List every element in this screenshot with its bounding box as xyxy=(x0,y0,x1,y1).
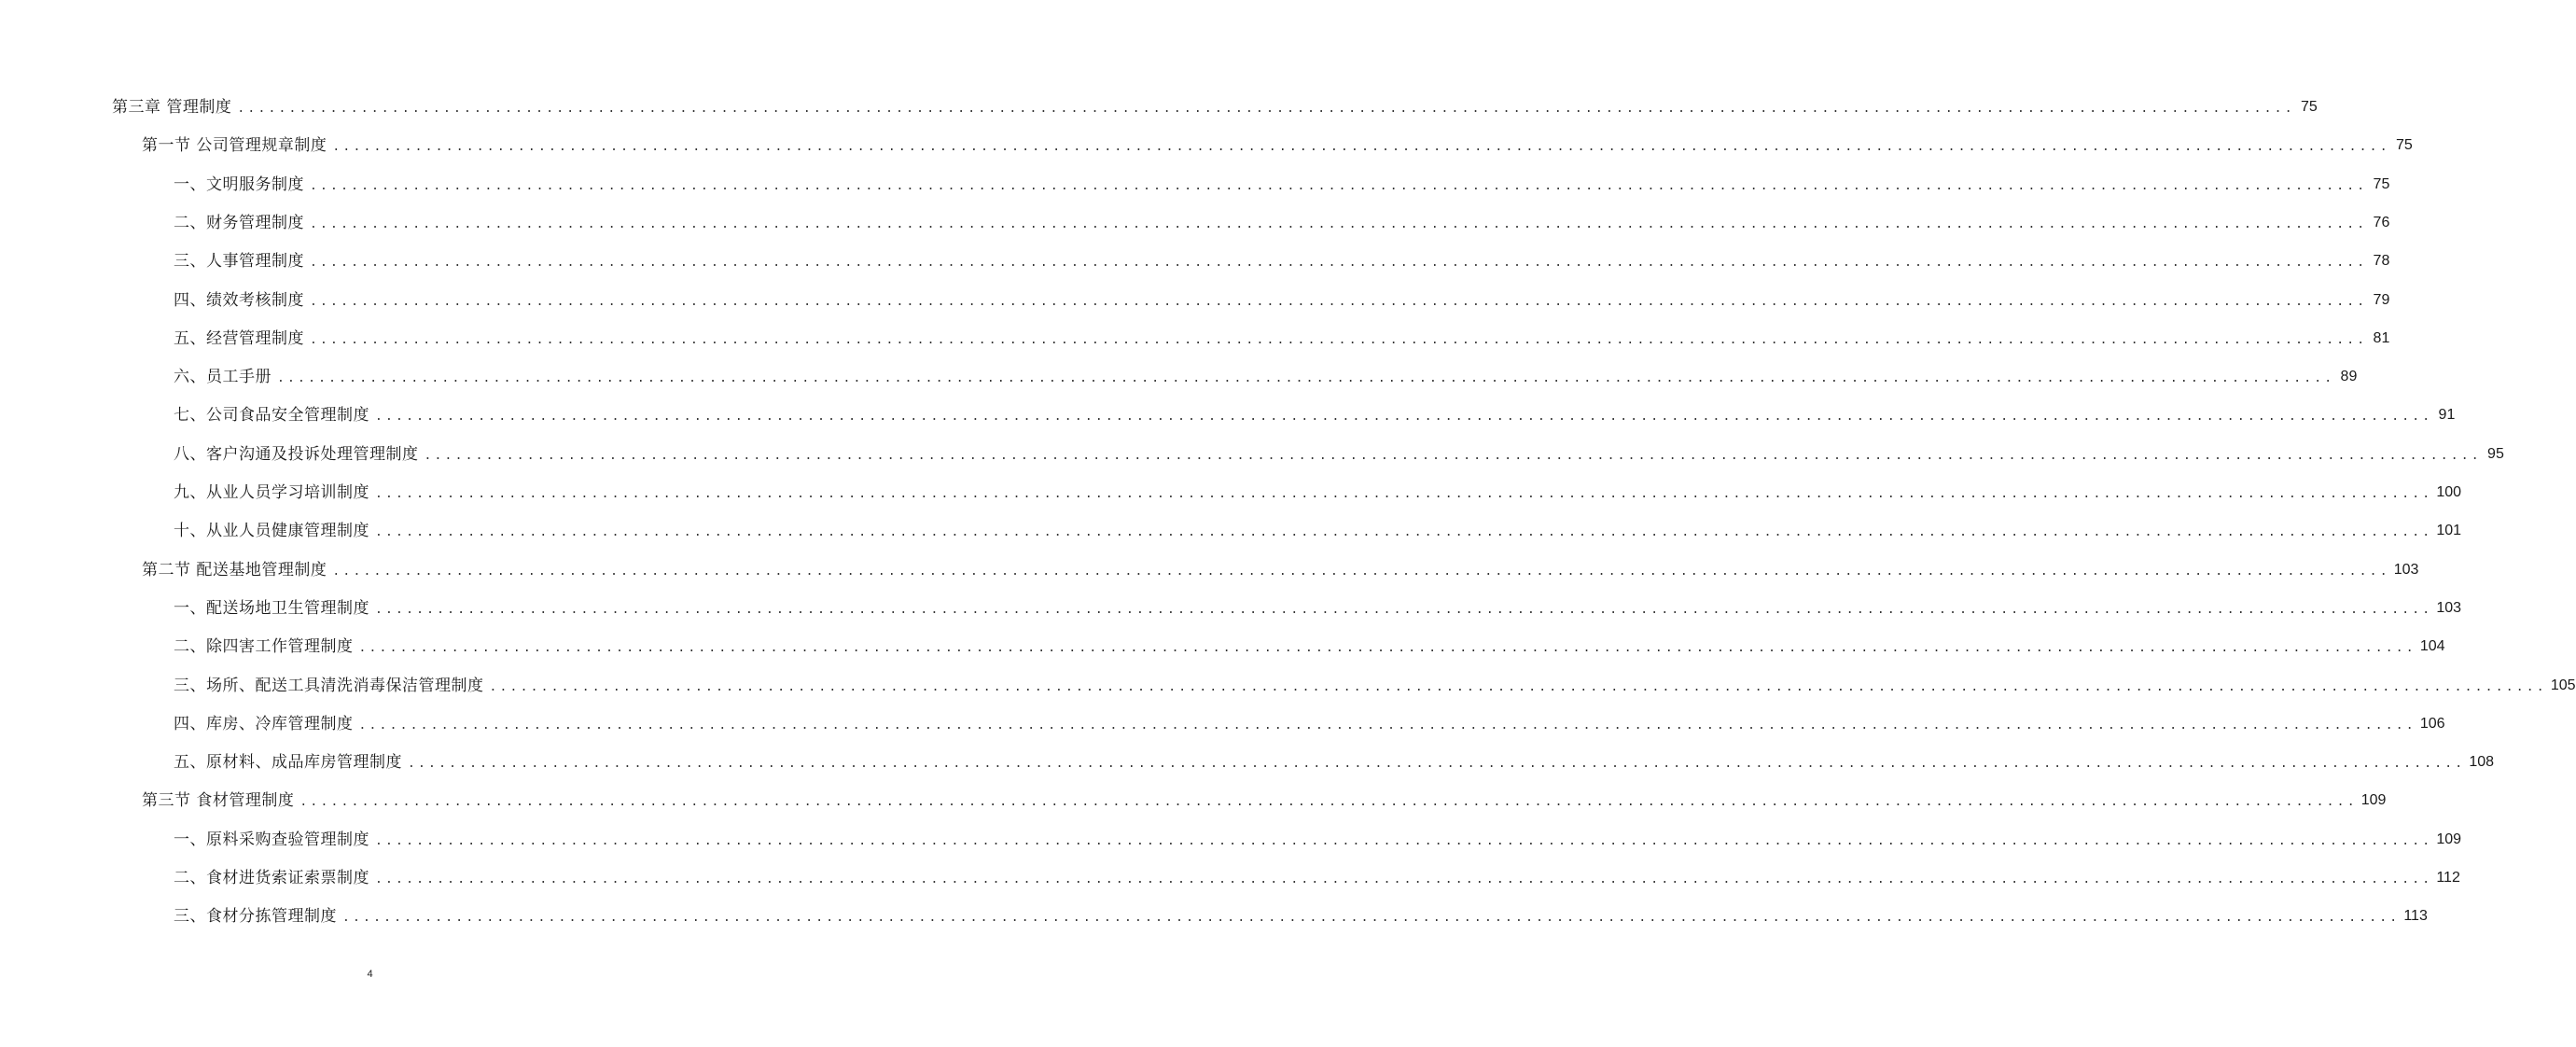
toc-entry-page: 75 xyxy=(2373,175,2390,192)
toc-dot-leader: ........................................................................................................................................................................................................ xyxy=(237,102,2295,116)
toc-dot-leader: ........................................................................................................................................................................................................ xyxy=(332,564,2390,579)
toc-entry[interactable] xyxy=(174,512,2462,550)
toc-dot-leader: ........................................................................................................................................................................................................ xyxy=(375,487,2433,501)
toc-entry-title: 九、从业人员学习培训制度 xyxy=(174,483,369,502)
toc-entry[interactable] xyxy=(142,551,2419,589)
toc-entry-page: 109 xyxy=(2360,792,2387,809)
toc-entry-page: 108 xyxy=(2469,754,2495,771)
toc-entry[interactable] xyxy=(174,821,2462,859)
toc-dot-leader: ........................................................................................................................................................................................................ xyxy=(375,602,2433,617)
toc-entry-page: 106 xyxy=(2419,715,2445,732)
toc-dot-leader: ........................................................................................................................................................................................................ xyxy=(310,256,2368,271)
toc-entry-title: 三、人事管理制度 xyxy=(174,252,304,272)
toc-entry-page: 103 xyxy=(2393,561,2419,578)
toc-entry-page: 112 xyxy=(2436,870,2460,886)
toc-entry-title: 一、文明服务制度 xyxy=(174,174,304,194)
toc-dot-leader: ........................................................................................................................................................................................................ xyxy=(358,718,2416,733)
toc-entry-title: 五、原材料、成品库房管理制度 xyxy=(174,753,402,773)
toc-dot-leader: ........................................................................................................................................................................................................ xyxy=(277,371,2335,386)
toc-dot-leader: ........................................................................................................................................................................................................ xyxy=(358,641,2416,656)
toc-entry[interactable] xyxy=(174,397,2456,434)
toc-entry-page: 95 xyxy=(2487,445,2504,462)
toc-dot-leader: ........................................................................................................................................................................................................ xyxy=(375,872,2433,886)
toc-entry-page: 76 xyxy=(2373,214,2390,230)
toc-entry-page: 109 xyxy=(2436,831,2462,847)
toc-entry[interactable] xyxy=(174,282,2390,319)
toc-entry[interactable] xyxy=(174,474,2462,511)
toc-dot-leader: ........................................................................................................................................................................................................ xyxy=(310,178,2368,193)
toc-entry-page: 105 xyxy=(2550,677,2576,693)
toc-entry-title: 四、绩效考核制度 xyxy=(174,290,304,310)
toc-entry-title: 十、从业人员健康管理制度 xyxy=(174,522,369,541)
toc-entry-title: 二、财务管理制度 xyxy=(174,213,304,232)
toc-entry-title: 五、经营管理制度 xyxy=(174,328,304,348)
toc-entry-title: 二、除四害工作管理制度 xyxy=(174,637,354,657)
toc-entry[interactable] xyxy=(142,127,2413,164)
toc-dot-leader: ........................................................................................................................................................................................................ xyxy=(375,833,2433,848)
toc-entry-title: 八、客户沟通及投诉处理管理制度 xyxy=(174,444,419,464)
toc-dot-leader: ........................................................................................................................................................................................................ xyxy=(299,795,2358,810)
toc-entry-page: 75 xyxy=(2300,99,2318,115)
toc-entry[interactable] xyxy=(174,667,2576,705)
toc-entry-title: 三、场所、配送工具清洗消毒保洁管理制度 xyxy=(174,676,484,695)
toc-dot-leader: ........................................................................................................................................................................................................ xyxy=(342,911,2401,926)
toc-entry-title: 四、库房、冷库管理制度 xyxy=(174,714,354,733)
toc-dot-leader: ........................................................................................................................................................................................................ xyxy=(375,525,2433,540)
toc-entry[interactable] xyxy=(174,204,2390,242)
toc-entry-page: 104 xyxy=(2419,638,2445,655)
toc-entry-page: 79 xyxy=(2373,291,2390,308)
toc-entry-page: 78 xyxy=(2373,253,2390,270)
toc-entry-page: 113 xyxy=(2403,908,2428,925)
toc-dot-leader: ........................................................................................................................................................................................................ xyxy=(310,294,2368,309)
toc-entry-title: 三、食材分拣管理制度 xyxy=(174,907,337,927)
toc-entry[interactable] xyxy=(142,782,2387,819)
toc-entry-title: 第一节 公司管理规章制度 xyxy=(142,136,327,156)
toc-entry-title: 一、原料采购查验管理制度 xyxy=(174,830,369,849)
toc-entry-page: 103 xyxy=(2436,599,2462,616)
toc-entry[interactable] xyxy=(174,628,2445,665)
toc-entry-page: 101 xyxy=(2436,523,2462,539)
toc-entry[interactable] xyxy=(174,166,2390,203)
toc-entry-title: 七、公司食品安全管理制度 xyxy=(174,406,369,426)
toc-entry-title: 二、食材进货索证索票制度 xyxy=(174,869,369,887)
toc-entry[interactable] xyxy=(174,243,2390,280)
toc-dot-leader: ........................................................................................................................................................................................................ xyxy=(310,332,2368,347)
toc-dot-leader: ........................................................................................................................................................................................................ xyxy=(489,679,2547,694)
toc-entry-page: 75 xyxy=(2395,137,2413,154)
toc-entry-page: 100 xyxy=(2436,484,2462,500)
page-number: 4 xyxy=(367,969,373,980)
toc-entry-title: 六、员工手册 xyxy=(174,368,272,387)
toc-entry-page: 81 xyxy=(2373,329,2390,346)
toc-entry-page: 91 xyxy=(2438,407,2456,424)
toc-entry-title: 第二节 配送基地管理制度 xyxy=(142,560,327,579)
toc-dot-leader: ........................................................................................................................................................................................................ xyxy=(375,410,2433,425)
toc-entry-title: 第三节 食材管理制度 xyxy=(142,791,295,811)
toc-entry-page: 89 xyxy=(2340,369,2358,385)
toc-entry[interactable] xyxy=(174,320,2390,357)
toc-entry-title: 一、配送场地卫生管理制度 xyxy=(174,598,369,618)
toc-dot-leader: ........................................................................................................................................................................................................ xyxy=(332,140,2390,155)
toc-entry[interactable] xyxy=(112,89,2318,126)
toc-entry[interactable] xyxy=(174,898,2428,935)
toc-entry[interactable] xyxy=(174,744,2495,781)
toc-entry[interactable] xyxy=(174,358,2358,396)
toc-entry[interactable] xyxy=(174,436,2504,473)
toc-dot-leader: ........................................................................................................................................................................................................ xyxy=(408,757,2466,772)
toc-entry-title: 第三章 管理制度 xyxy=(112,98,232,117)
toc-entry[interactable] xyxy=(174,590,2462,627)
toc-entry[interactable] xyxy=(174,859,2460,897)
toc-dot-leader: ........................................................................................................................................................................................................ xyxy=(310,216,2368,231)
toc-entry[interactable] xyxy=(174,705,2445,743)
toc-dot-leader: ........................................................................................................................................................................................................ xyxy=(424,448,2482,463)
